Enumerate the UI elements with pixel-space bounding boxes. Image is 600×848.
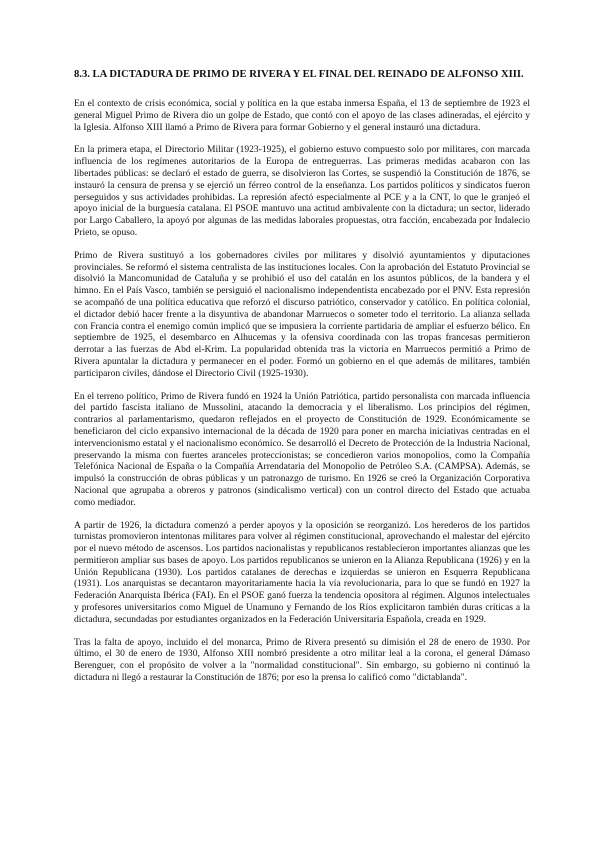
section-title: 8.3. LA DICTADURA DE PRIMO DE RIVERA Y EL FINAL DEL REINADO DE ALFONSO XIII.	[74, 69, 524, 80]
paragraph-oposicion: A partir de 1926, la dictadura comenzó a perder apoyos y la oposición se reorganizó. Los herederos de los partidos turnistas promovieron intentonas militares para volver al régimen constitucional, aprovechando el malestar del ejército por el nuevo método de ascensos. Los partidos nacionalistas y republicanos restablecieron importantes alianzas que les permitieron ampliar sus bases de apoyo. Los partidos republicanos se unieron en la Alianza Republicana (1926) y en la Unión Republicana (1930). Los partidos catalanes de derechas e izquierdas se unieron en Esquerra Republicana (1931). Los anarquistas se decantaron mayoritariamente hacia la vía revolucionaria, para lo que se fundó en 1927 la Federación Anarquista Ibérica (FAI). En el PSOE ganó fuerza la tendencia opositora al régimen. Algunos intelectuales y profesores universitarios como Miguel de Unamuno y Fernando de los Ríos explicitaron también duras críticas a la dictadura, secundadas por estudiantes organizados en la Federación Universitaria Española, creada en 1929.	[74, 519, 530, 625]
paragraph-terreno-politico: En el terreno político, Primo de Rivera fundó en 1924 la Unión Patriótica, partido personalista con marcada influencia del partido fascista italiano de Mussolini, atacando la democracia y el liberalismo. Los principios del régimen, contrarios al parlamentarismo, quedaron reflejados en el proyecto de Constitución de 1929. Económicamente se beneficiaron del ciclo expansivo internacional de la década de 1920 para poner en marcha iniciativas centradas en el intervencionismo estatal y el nacionalismo económico. Se desarrolló el Decreto de Protección de la Industria Nacional, preservando la misma con fuertes aranceles proteccionistas; se concedieron varios monopolios, como la Compañía Telefónica Nacional de España o la Compañía Arrendataria del Monopolio de Petróleo S.A. (CAMPSA). Además, se impulsó la construcción de obras públicas y un patronazgo de turismo. En 1926 se creó la Organización Corporativa Nacional que agrupaba a obreros y patronos (sindicalismo vertical) con un control directo del Estado que actuaba como mediador.	[74, 390, 530, 508]
paragraph-directorio-militar: En la primera etapa, el Directorio Militar (1923-1925), el gobierno estuvo compuesto solo por militares, con marcada influencia de los regímenes autoritarios de la Europa de entreguerras. Las primeras medidas acabaron con las libertades públicas: se declaró el estado de guerra, se disolvieron las Cortes, se suspendió la Constitución de 1876, se instauró la censura de prensa y se ejerció un férreo control de la enseñanza. Los partidos políticos y sindicatos fueron perseguidos y sus actividades prohibidas. La represión afectó especialmente al PCE y a la CNT, lo que le granjeó el apoyo inicial de la burguesía catalana. El PSOE mantuvo una actitud ambivalente con la dictadura; un sector, liderado por Largo Caballero, la apoyó por algunas de las medidas laborales propuestas, otra facción, encabezada por Indalecio Prieto, se opuso.	[74, 144, 530, 238]
paragraph-dimision: Tras la falta de apoyo, incluido el del monarca, Primo de Rivera presentó su dimisión el 28 de enero de 1930. Por último, el 30 de enero de 1930, Alfonso XIII nombró presidente a otro militar leal a la corona, el general Dámaso Berenguer, con el propósito de volver a la "normalidad constitucional". Sin embargo, su gobierno ni continuó la dictadura ni llegó a restaurar la Constitución de 1876; por eso la prensa lo calificó como "dictablanda".	[74, 636, 530, 684]
document-page	[74, 68, 530, 695]
paragraph-intro: En el contexto de crisis económica, social y política en la que estaba inmersa España, el 13 de septiembre de 1923 el general Miguel Primo de Rivera dio un golpe de Estado, que contó con el apoyo de las clases adineradas, el ejército y la Iglesia. Alfonso XIII llamó a Primo de Rivera para formar Gobierno y el general instauró una dictadura.	[74, 98, 530, 133]
paragraph-gobernadores-marruecos: Primo de Rivera sustituyó a los gobernadores civiles por militares y disolvió ayuntamientos y diputaciones provinciales. Se reformó el sistema centralista de las instituciones locales. Con la aprobación del Estatuto Provincial se disolvió la Mancomunidad de Cataluña y se prohibió el uso del catalán en los asuntos públicos, de la bandera y el himno. En el País Vasco, también se persiguió el nacionalismo independentista encabezado por el PNV. Esta represión se acompañó de una política educativa que reforzó el discurso patriótico, conservador y católico. En política colonial, el dictador debió hacer frente a la disyuntiva de abandonar Marruecos o someter todo el territorio. La alianza sellada con Francia contra el enemigo común implicó que se impusiera la corriente partidaria de ampliar el esfuerzo bélico. En septiembre de 1925, el desembarco en Alhucemas y la ofensiva coordinada con las tropas francesas permitieron derrotar a las fuerzas de Abd el-Krim. La popularidad obtenida tras la victoria en Marruecos permitió a Primo de Rivera apuntalar la dictadura y permanecer en el poder. Formó un gobierno en el que además de militares, también participaron civiles, dándose el Directorio Civil (1925-1930).	[74, 249, 530, 379]
